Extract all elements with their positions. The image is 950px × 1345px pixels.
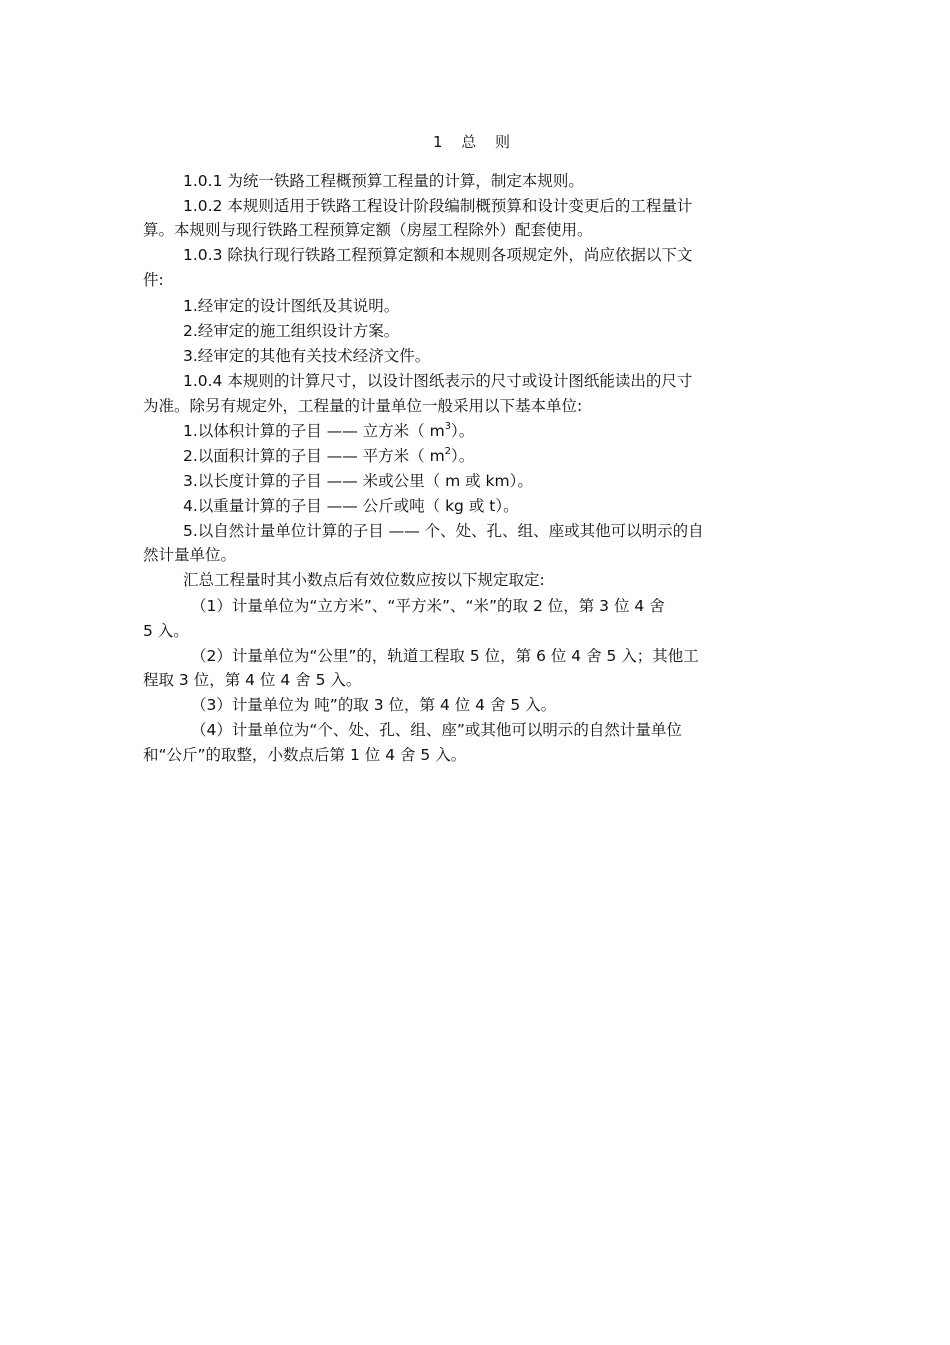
para-1-0-1: 1.0.1 为统一铁路工程概预算工程量的计算，制定本规则。 [183,172,584,190]
para-1-0-3-line2: 件: [143,271,164,289]
rounding-rule-2-line2: 程取 3 位，第 4 位 4 舍 5 入。 [143,671,362,689]
superscript-2: 2 [444,445,452,457]
rounding-rule-2-line1: （2）计量单位为“公里”的，轨道工程取 5 位，第 6 位 4 舍 5 入；其他工 [191,647,699,665]
unit-item-volume [183,421,474,441]
unit-item-natural-line2: 然计量单位。 [143,546,237,564]
unit-item-volume-text: 1.以体积计算的子目 —— 立方米（ m [183,422,445,440]
unit-item-area [183,446,474,466]
unit-item-volume-end: ）。 [451,422,475,440]
list-item-1: 1.经审定的设计图纸及其说明。 [183,297,400,315]
rounding-rule-3: （3）计量单位为 吨”的取 3 位，第 4 位 4 舍 5 入。 [191,696,557,714]
rounding-rule-4-line2: 和“公斤”的取整，小数点后第 1 位 4 舍 5 入。 [143,746,467,764]
list-item-2: 2.经审定的施工组织设计方案。 [183,322,400,340]
unit-item-length: 3.以长度计算的子目 —— 米或公里（ m 或 km）。 [183,472,533,490]
rounding-rule-4-line1: （4）计量单位为“个、处、孔、组、座”或其他可以明示的自然计量单位 [191,721,682,739]
unit-item-area-text: 2.以面积计算的子目 —— 平方米（ m [183,447,445,465]
section-title: 1 总 则 [432,133,518,151]
para-1-0-2-line2: 算。本规则与现行铁路工程预算定额（房屋工程除外）配套使用。 [143,221,593,239]
para-1-0-2-line1: 1.0.2 本规则适用于铁路工程设计阶段编制概预算和设计变更后的工程量计 [183,197,693,215]
list-item-3: 3.经审定的其他有关技术经济文件。 [183,347,431,365]
superscript-3: 3 [444,420,452,432]
unit-item-area-end: ）。 [451,447,475,465]
rounding-intro: 汇总工程量时其小数点后有效位数应按以下规定取定: [183,571,545,589]
unit-item-weight: 4.以重量计算的子目 —— 公斤或吨（ kg 或 t）。 [183,497,519,515]
rounding-rule-1-line2: 5 入。 [143,622,189,640]
rounding-rule-1-line1: （1）计量单位为“立方米”、“平方米”、“米”的取 2 位，第 3 位 4 舍 [191,597,665,615]
para-1-0-4-line2: 为准。除另有规定外，工程量的计量单位一般采用以下基本单位: [143,397,583,415]
para-1-0-3-line1: 1.0.3 除执行现行铁路工程预算定额和本规则各项规定外，尚应依据以下文 [183,246,693,264]
para-1-0-4-line1: 1.0.4 本规则的计算尺寸，以设计图纸表示的尺寸或设计图纸能读出的尺寸 [183,372,693,390]
unit-item-natural-line1: 5.以自然计量单位计算的子目 —— 个、处、孔、组、座或其他可以明示的自 [183,522,704,540]
